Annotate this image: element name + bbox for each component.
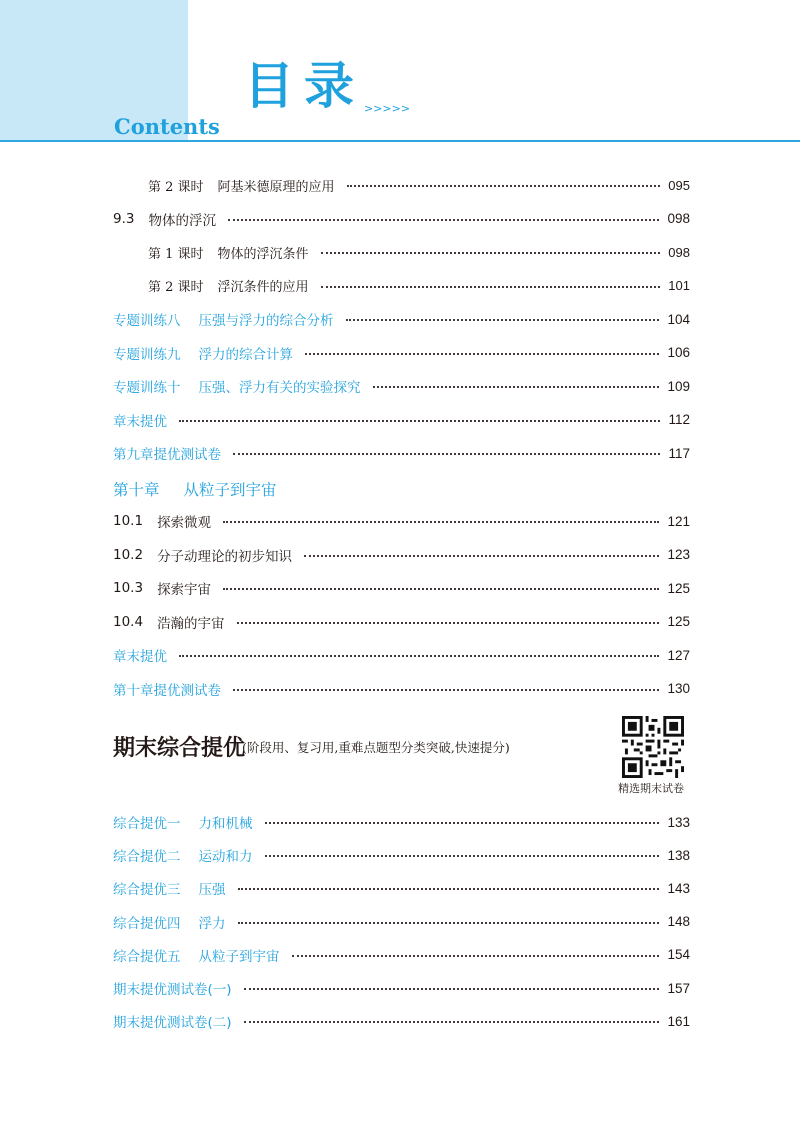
toc-leader-dots [238, 888, 660, 890]
toc-entry[interactable] [113, 443, 690, 463]
toc-entry-title: 第九章提优测试卷 [113, 447, 221, 463]
toc-entry-number: 综合提优一 [113, 816, 181, 832]
toc-leader-dots [321, 252, 661, 254]
toc-entry-title: 章末提优 [113, 413, 167, 430]
chapter-heading [113, 478, 277, 500]
toc-entry-page: 104 [667, 311, 690, 327]
toc-entry-title: 浮力 [198, 915, 226, 932]
toc-entry-title: 从粒子到宇宙 [198, 948, 280, 965]
toc-leader-dots [321, 286, 661, 288]
toc-entry[interactable] [113, 410, 690, 430]
toc-entry-page: 112 [668, 412, 690, 427]
toc-entry[interactable] [113, 679, 690, 699]
toc-entry-page: 098 [667, 211, 690, 226]
toc-entry[interactable] [113, 209, 690, 229]
toc-leader-dots [223, 521, 659, 523]
toc-leader-dots [179, 655, 659, 657]
toc-entry-number: 综合提优四 [113, 915, 181, 932]
toc-entry-number: 综合提优三 [113, 882, 181, 899]
toc-entry-number: 综合提优二 [113, 849, 181, 866]
toc-entry-title: 分子动理论的初步知识 [157, 548, 293, 565]
toc-entry-number: 第 2 课时 [148, 179, 204, 195]
toc-leader-dots [233, 453, 660, 455]
toc-entry-page: 143 [667, 880, 690, 896]
toc-leader-dots [179, 420, 660, 422]
toc-entry[interactable] [113, 812, 690, 832]
toc-entry-title: 章末提优 [113, 649, 167, 665]
toc-entry-page: 098 [668, 244, 690, 260]
toc-entry[interactable] [113, 343, 690, 363]
toc-entry-title: 压强、浮力有关的实验探究 [198, 380, 361, 396]
header-rule [0, 140, 800, 142]
toc-entry-title: 探索微观 [157, 515, 212, 531]
toc-entry-number: 综合提优五 [113, 948, 181, 965]
toc-entry-title: 浮沉条件的应用 [217, 280, 309, 295]
toc-entry[interactable] [113, 545, 690, 565]
toc-entry[interactable] [113, 511, 690, 531]
toc-entry-number: 第 1 课时 [148, 246, 204, 262]
toc-entry-page: 095 [668, 177, 690, 193]
toc-entry-page: 161 [667, 1013, 690, 1029]
toc-entry-title: 第十章提优测试卷 [113, 682, 221, 699]
toc-entry[interactable] [148, 276, 690, 296]
toc-leader-dots [304, 555, 659, 557]
qr-code-icon[interactable] [622, 716, 684, 778]
chapter-number: 第十章 [113, 481, 160, 499]
toc-entry-page: 138 [667, 847, 690, 863]
toc-entry-title: 运动和力 [198, 849, 253, 866]
toc-entry-title: 探索宇宙 [157, 582, 212, 598]
toc-entry-page: 106 [667, 345, 690, 360]
final-section-title: 期末综合提优 [113, 736, 246, 761]
title-arrows-decoration: >>>>> [364, 102, 411, 115]
toc-entry-title: 期末提优测试卷(一) [113, 982, 232, 998]
toc-leader-dots [347, 185, 661, 187]
toc-leader-dots [233, 689, 659, 691]
toc-entry-number: 9.3 [113, 210, 135, 227]
toc-entry-number: 10.1 [113, 513, 144, 529]
toc-entry-title: 期末提优测试卷(二) [113, 1015, 232, 1032]
toc-entry[interactable] [113, 309, 690, 329]
toc-entry-page: 125 [667, 614, 690, 629]
qr-caption: 精选期末试卷 [618, 782, 684, 795]
toc-entry[interactable] [113, 978, 690, 998]
toc-entry-page: 117 [668, 445, 690, 461]
chapter-title: 从粒子到宇宙 [183, 481, 277, 499]
toc-entry-page: 125 [667, 580, 690, 596]
toc-leader-dots [265, 822, 660, 824]
toc-entry[interactable] [148, 242, 690, 262]
toc-entry-title: 浩瀚的宇宙 [157, 615, 225, 632]
toc-entry-title: 压强 [198, 882, 226, 899]
toc-entry[interactable] [113, 912, 690, 932]
toc-leader-dots [244, 988, 660, 990]
toc-entry-page: 127 [667, 647, 690, 663]
toc-entry[interactable] [113, 376, 690, 396]
toc-leader-dots [238, 922, 660, 924]
toc-entry[interactable] [113, 645, 690, 665]
toc-entry[interactable] [113, 612, 690, 632]
toc-leader-dots [346, 319, 660, 321]
toc-entry-title: 阿基米德原理的应用 [217, 179, 335, 195]
toc-entry-title: 物体的浮沉条件 [217, 246, 309, 262]
toc-entry-page: 123 [667, 547, 690, 562]
toc-entry-number: 10.2 [113, 546, 144, 563]
toc-entry-page: 133 [667, 814, 690, 830]
toc-entry[interactable] [113, 578, 690, 598]
toc-entry-page: 130 [667, 681, 690, 696]
toc-entry[interactable] [113, 845, 690, 865]
final-section-note: (阶段用、复习用,重难点题型分类突破,快速提分) [242, 740, 510, 755]
toc-entry-number: 专题训练八 [113, 313, 181, 329]
toc-entry-page: 148 [667, 914, 690, 930]
toc-entry-number: 专题训练九 [113, 346, 181, 363]
toc-leader-dots [244, 1021, 660, 1023]
toc-entry-title: 物体的浮沉 [148, 212, 216, 229]
toc-leader-dots [373, 386, 660, 388]
toc-entry[interactable] [148, 175, 690, 195]
toc-entry-title: 压强与浮力的综合分析 [198, 313, 334, 329]
toc-entry-page: 109 [667, 378, 690, 394]
toc-entry-title: 浮力的综合计算 [198, 346, 293, 363]
toc-leader-dots [228, 219, 659, 221]
toc-leader-dots [237, 622, 660, 624]
toc-leader-dots [223, 588, 659, 590]
toc-entry[interactable] [113, 945, 690, 965]
toc-entry-page: 101 [668, 278, 690, 293]
toc-entry-number: 10.4 [113, 613, 144, 630]
toc-leader-dots [265, 855, 660, 857]
toc-entry-page: 154 [667, 947, 690, 963]
toc-entry[interactable] [113, 878, 690, 898]
toc-entry-number: 第 2 课时 [148, 280, 204, 295]
toc-leader-dots [305, 353, 659, 355]
toc-entry-number: 10.3 [113, 580, 144, 596]
toc-entry[interactable] [113, 1011, 690, 1031]
toc-entry-number: 专题训练十 [113, 380, 181, 396]
page-subtitle: Contents [114, 114, 220, 139]
toc-leader-dots [292, 955, 660, 957]
toc-entry-page: 121 [667, 513, 690, 529]
page-title: 目录 [244, 57, 364, 115]
toc-entry-page: 157 [667, 980, 690, 996]
toc-entry-title: 力和机械 [198, 816, 253, 832]
